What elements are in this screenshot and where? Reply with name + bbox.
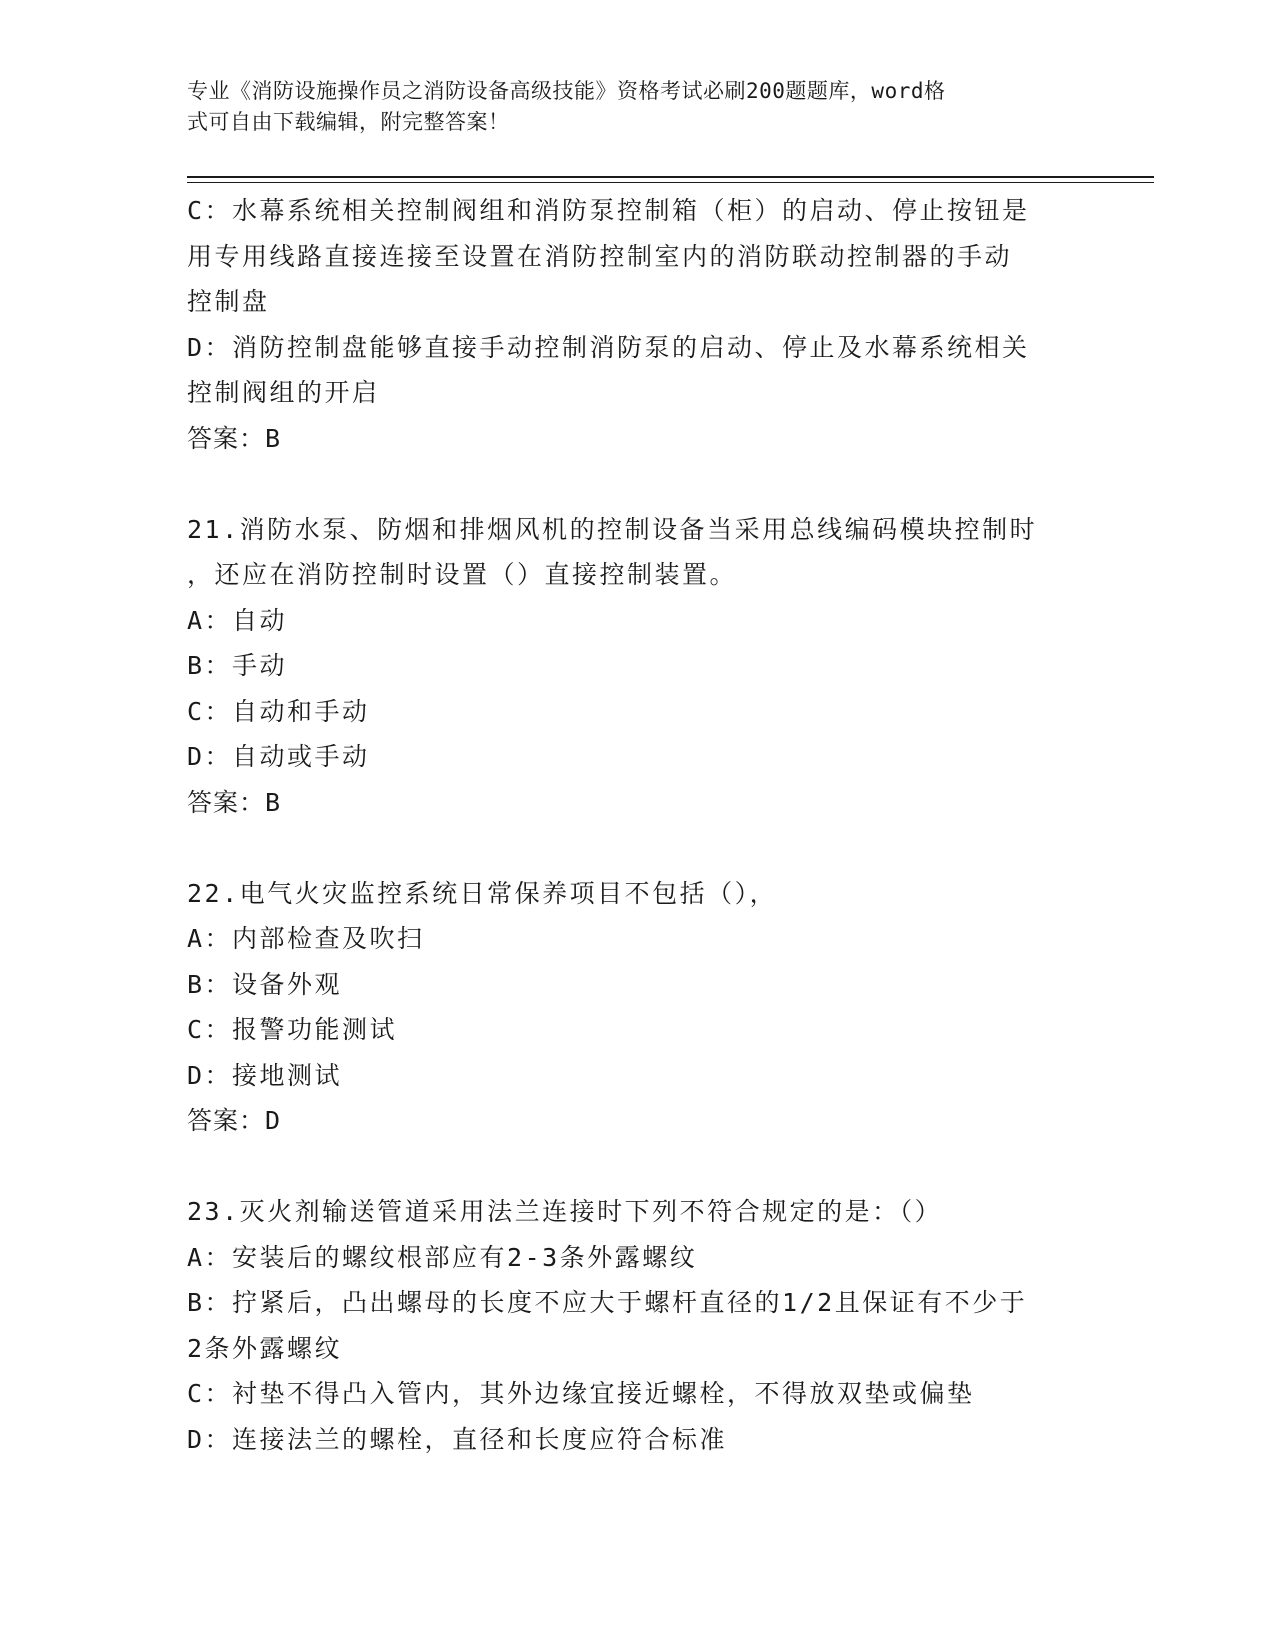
spacer — [187, 461, 1087, 507]
question-content — [187, 188, 1087, 1462]
answer: 答案：B — [187, 787, 282, 817]
answer: 答案：B — [187, 423, 282, 453]
question-20-continued — [187, 188, 1087, 461]
spacer — [187, 1144, 1087, 1190]
option-a: A：自动 — [187, 605, 288, 635]
header-divider-thick — [187, 176, 1154, 178]
option-b: B：手动 — [187, 651, 288, 680]
question-22 — [187, 871, 1087, 1144]
option-d: D：接地测试 — [187, 1060, 343, 1090]
question-stem-line-2: ，还应在消防控制时设置（）直接控制装置。 — [187, 560, 738, 589]
header-divider-thin — [187, 182, 1154, 183]
document-header — [187, 76, 1067, 138]
question-stem-line-1: 23.灭火剂输送管道采用法兰连接时下列不符合规定的是：（） — [187, 1197, 943, 1226]
header-line-2: 式可自由下载编辑，附完整答案！ — [187, 110, 510, 134]
option-d-line-1: D：消防控制盘能够直接手动控制消防泵的启动、停止及水幕系统相关 — [187, 332, 1030, 362]
option-c: C：自动和手动 — [187, 696, 370, 726]
option-a: A：内部检查及吹扫 — [187, 924, 425, 953]
option-c-line-1: C：水幕系统相关控制阀组和消防泵控制箱（柜）的启动、停止按钮是 — [187, 196, 1030, 225]
question-23 — [187, 1189, 1087, 1462]
question-stem-line-1: 21.消防水泵、防烟和排烟风机的控制设备当采用总线编码模块控制时 — [187, 514, 1038, 544]
question-stem-line-1: 22.电气火灾监控系统日常保养项目不包括（）， — [187, 878, 778, 908]
option-d: D：连接法兰的螺栓，直径和长度应符合标准 — [187, 1424, 728, 1454]
option-d: D：自动或手动 — [187, 742, 370, 771]
option-d-line-2: 控制阀组的开启 — [187, 378, 380, 407]
option-b: B：设备外观 — [187, 969, 343, 999]
question-21 — [187, 507, 1087, 826]
option-c: C：报警功能测试 — [187, 1015, 398, 1044]
option-c-line-2: 用专用线路直接连接至设置在消防控制室内的消防联动控制器的手动 — [187, 241, 1013, 271]
answer: 答案：D — [187, 1106, 282, 1135]
option-c-line-3: 控制盘 — [187, 287, 270, 316]
option-b-line-1: B：拧紧后，凸出螺母的长度不应大于螺杆直径的1/2且保证有不少于 — [187, 1288, 1028, 1317]
header-line-1: 专业《消防设施操作员之消防设备高级技能》资格考试必刷200题题库，word格 — [187, 79, 946, 103]
option-c: C：衬垫不得凸入管内，其外边缘宜接近螺栓，不得放双垫或偏垫 — [187, 1379, 975, 1408]
option-b-line-2: 2条外露螺纹 — [187, 1333, 343, 1363]
option-a: A：安装后的螺纹根部应有2-3条外露螺纹 — [187, 1242, 698, 1272]
spacer — [187, 825, 1087, 871]
